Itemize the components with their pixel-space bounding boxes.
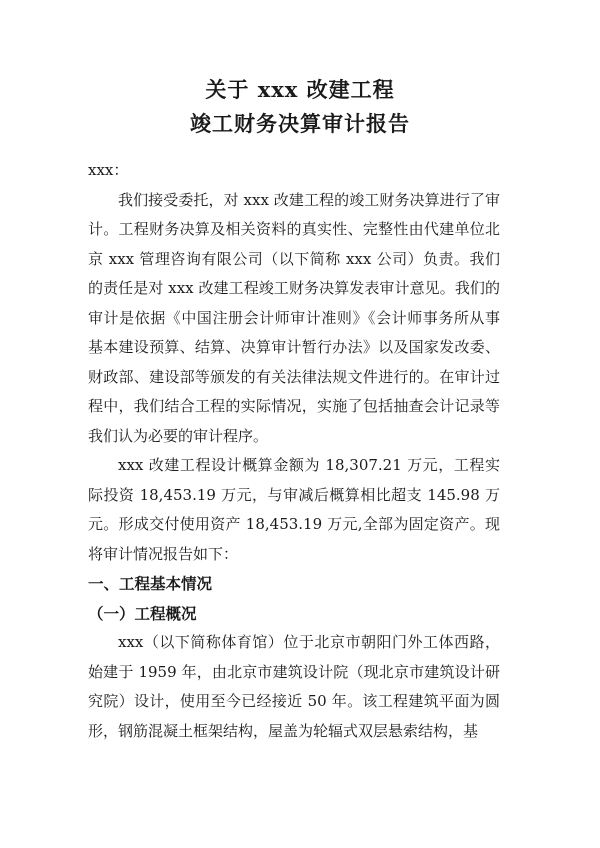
section-heading: 一、工程基本情况 <box>88 574 213 593</box>
paragraph-summary: xxx 改建工程设计概算金额为 18,307.21 万元，工程实际投资 18,453.19 万元，与审减后概算相比超支 145.98 万元。形成交付使用资产 18,453.19 万元,全部为固定资产。现将审计情况报告如下： <box>88 456 500 563</box>
salutation: xxx： <box>88 161 129 179</box>
subsection-heading: （一）工程概况 <box>88 603 197 623</box>
paragraph-overview: xxx（以下简称体育馆）位于北京市朝阳门外工体西路，始建于 1959 年，由北京市建筑设计院（现北京市建筑设计研究院）设计，使用至今已经接近 50 年。该工程建筑平面为圆形，钢筋混凝土框架结构，屋盖为轮辐式双层悬索结构，基 <box>88 633 500 740</box>
document-body <box>88 156 500 746</box>
document-title-line-2: 竣工财务决算审计报告 <box>190 111 410 136</box>
document-title-line-1: 关于 xxx 改建工程 <box>205 77 395 102</box>
paragraph-engagement: 我们接受委托，对 xxx 改建工程的竣工财务决算进行了审计。工程财务决算及相关资料的真实性、完整性由代建单位北京 xxx 管理咨询有限公司（以下简称 xxx 公司）负责。我们的责任是对 xxx 改建工程竣工财务决算发表审计意见。我们的审计是依据《中国注册会计师审计准则》《会计师事务所从事基本建设预算、结算、决算审计暂行办法》以及国家发改委、财政部、建设部等颁发的有关法律法规文件进行的。在审计过程中，我们结合工程的实际情况，实施了包括抽查会计记录等我们认为必要的审计程序。 <box>88 190 500 445</box>
